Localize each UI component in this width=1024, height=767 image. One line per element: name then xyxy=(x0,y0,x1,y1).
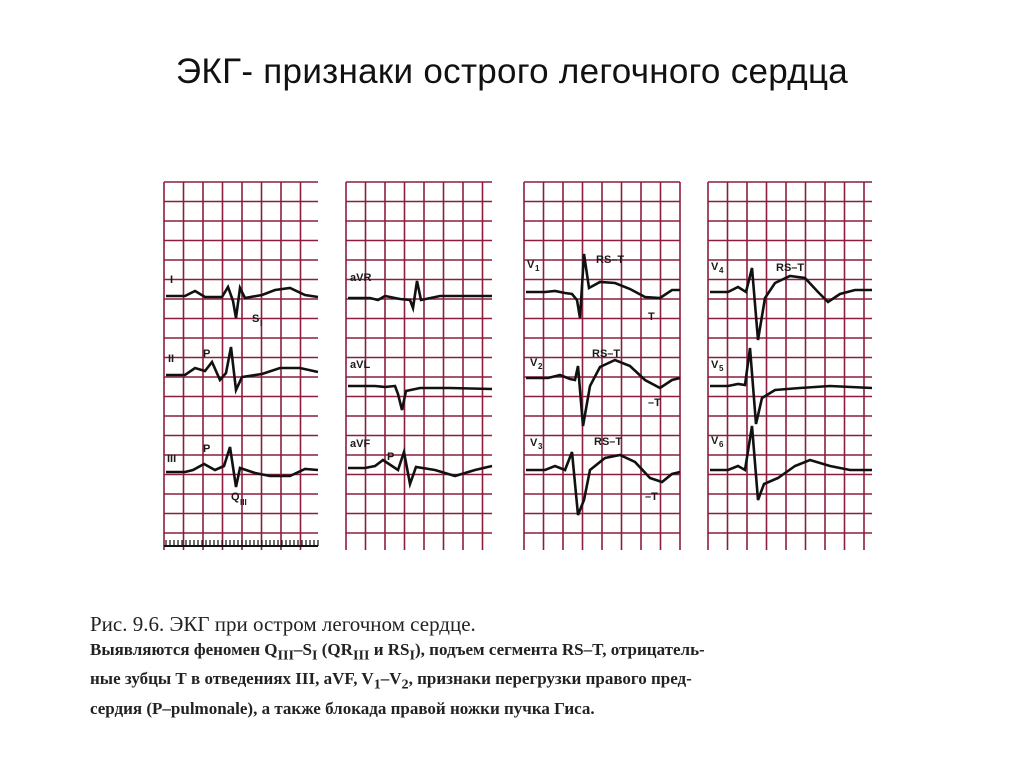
caption-text: ные зубцы Т в отведениях III, aVF, V xyxy=(90,669,374,689)
lead-label-V4-subscript: 4 xyxy=(719,266,724,275)
figure-caption xyxy=(90,610,970,721)
caption-text: (QR xyxy=(317,640,353,659)
lead-label-V2: V xyxy=(530,357,538,369)
lead-label-I: I xyxy=(170,274,174,286)
annotation-RST-V1: RS–T xyxy=(596,254,625,266)
lead-label-aVR: aVR xyxy=(350,272,372,284)
lead-label-V5: V xyxy=(711,359,719,371)
caption-subscript: III xyxy=(277,647,295,664)
caption-text: Выявляются феномен Q xyxy=(90,640,278,659)
ecg-panel-left-precordial-leads xyxy=(708,182,872,550)
annotation-Q: Q xyxy=(231,491,240,503)
lead-label-V2-subscript: 2 xyxy=(538,362,543,371)
annotation-P-lead-III: P xyxy=(203,443,211,455)
lead-label-aVL: aVL xyxy=(350,359,371,371)
annotation-T-V1: T xyxy=(648,311,655,323)
caption-text: –V xyxy=(380,669,402,689)
annotation-RST-V4: RS–T xyxy=(776,262,805,274)
annotation-negT-V3: –T xyxy=(645,491,658,503)
lead-label-V6-subscript: 6 xyxy=(719,440,724,449)
caption-body xyxy=(90,638,970,721)
annotation-RST-V2: RS–T xyxy=(592,348,621,360)
annotation-P-lead-II: P xyxy=(203,348,211,360)
annotation-negT-V2: –T xyxy=(648,397,661,409)
caption-subscript: 1 xyxy=(373,676,381,693)
caption-text: ), подъем сегмента RS–T, отрицатель- xyxy=(415,640,705,659)
lead-label-III: III xyxy=(167,453,177,465)
ecg-panel-right-precordial-leads xyxy=(524,182,680,550)
caption-text: , признаки перегрузки правого пред- xyxy=(408,669,692,689)
caption-subscript: I xyxy=(409,647,416,664)
annotation-P-lead-aVF: P xyxy=(387,451,395,463)
ecg-panel-limb-leads xyxy=(164,182,318,550)
lead-label-II: II xyxy=(168,353,175,365)
caption-text: сердия (P–pulmonale), а также блокада правой ножки пучка Гиса. xyxy=(90,698,595,718)
caption-text: –S xyxy=(294,640,312,659)
lead-label-V1-subscript: 1 xyxy=(535,264,540,273)
annotation-Q-subscript: III xyxy=(240,498,247,507)
annotation-S: S xyxy=(252,313,260,325)
lead-label-V3-subscript: 3 xyxy=(538,442,543,451)
annotation-S-subscript: I xyxy=(260,319,263,328)
caption-title: Рис. 9.6. ЭКГ при остром легочном сердце. xyxy=(90,612,476,636)
ecg-panel-augmented-leads xyxy=(346,182,492,550)
lead-label-aVF: aVF xyxy=(350,438,371,450)
lead-label-V6: V xyxy=(711,435,719,447)
lead-label-V3: V xyxy=(530,437,538,449)
caption-subscript: I xyxy=(312,647,318,664)
slide-title: ЭКГ- признаки острого легочного сердца xyxy=(175,52,849,91)
lead-label-V4: V xyxy=(711,261,719,273)
annotation-RST-V3: RS–T xyxy=(594,436,623,448)
lead-label-V5-subscript: 5 xyxy=(719,364,724,373)
caption-text: и RS xyxy=(369,640,410,659)
caption-subscript: 2 xyxy=(401,676,409,693)
lead-label-V1: V xyxy=(527,259,535,271)
caption-subscript: III xyxy=(352,647,370,664)
